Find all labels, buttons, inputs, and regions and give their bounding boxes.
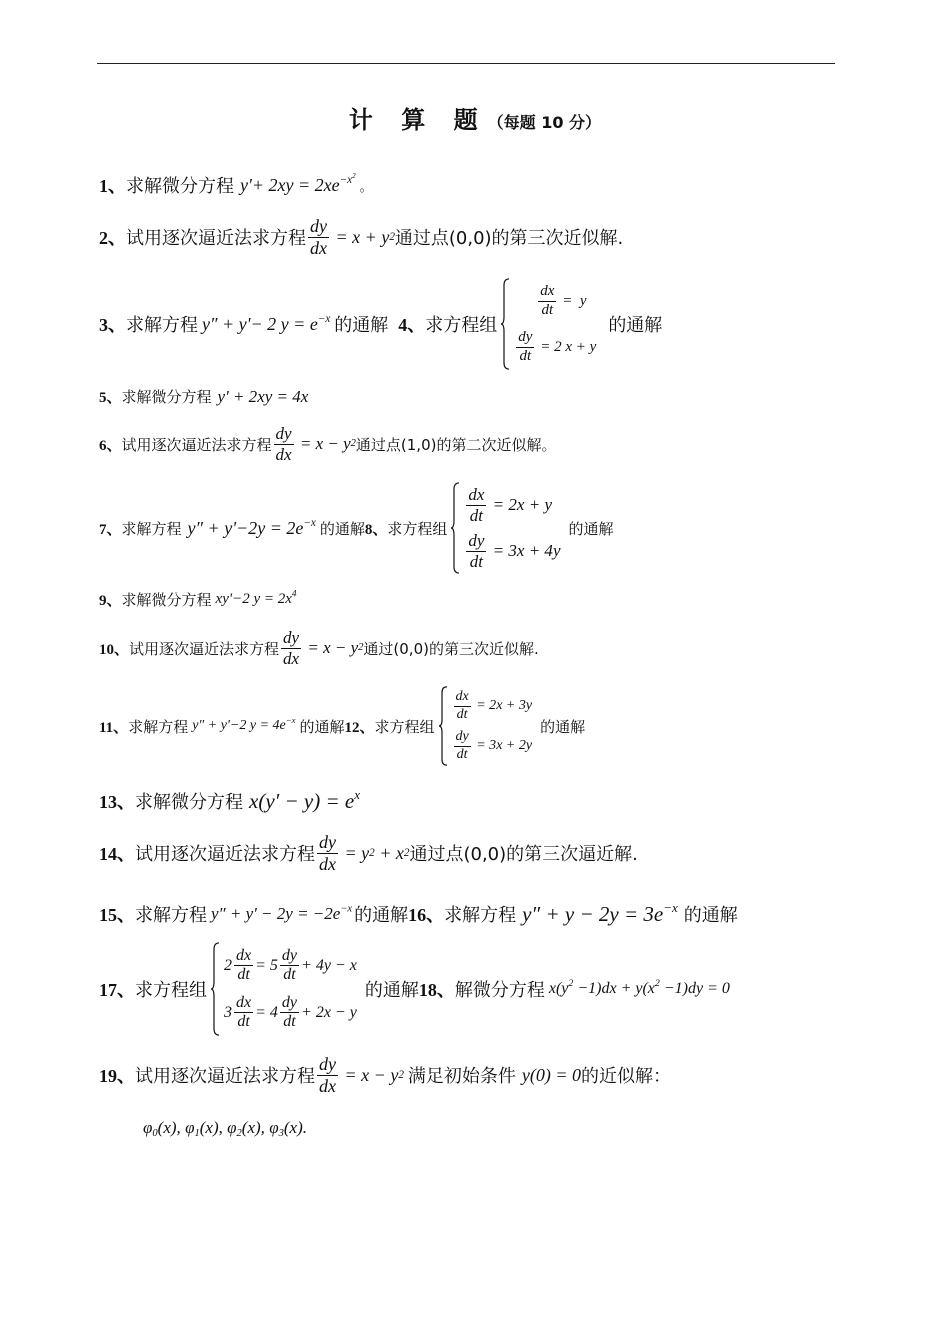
- problem-text: 解微分方程: [454, 980, 545, 1001]
- problem-7-8: [99, 482, 614, 574]
- problem-text: 求方程组: [374, 717, 435, 736]
- brace-icon: [501, 278, 510, 370]
- problem-number: 13、: [99, 792, 135, 812]
- problem-number: 4、: [398, 315, 426, 335]
- problem-19: [99, 1054, 671, 1096]
- problem-text: 试用逐次逼近法求方程: [129, 639, 280, 658]
- equation-system: $\frac{dx}{dt}$ = y $\frac{dy}{dt}$ = 2 x + y: [501, 278, 596, 370]
- problem-6: [99, 424, 556, 464]
- problem-suffix: 的通解: [299, 717, 345, 736]
- problem-suffix: 的通解: [354, 905, 409, 926]
- problem-equation: $y'' + y' - 2y = -2e^{-x}$: [211, 903, 353, 923]
- problem-equation: $y'' + y - 2y = 3e^{-x}$: [522, 899, 678, 926]
- problem-number: 11、: [99, 719, 129, 736]
- problem-number: 5、: [99, 390, 122, 406]
- problem-19-continuation: [143, 1118, 307, 1138]
- problem-11-12: [99, 686, 585, 766]
- problem-3-4: [99, 278, 662, 370]
- brace-icon: [451, 482, 460, 574]
- brace-icon: [211, 942, 220, 1036]
- title-subtitle: （每题 10 分）: [487, 113, 602, 132]
- problem-text: 求解微分方程: [121, 591, 212, 609]
- problem-number: 6、: [99, 437, 122, 454]
- problem-suffix: 通过点(1,0)的第二次近似解。: [355, 435, 557, 454]
- problem-equation: $\frac{dy}{dx}$ = x − y 2: [319, 1054, 404, 1096]
- problem-text: 求解方程: [135, 905, 207, 926]
- problem-suffix: 通过点(0,0)的第三次逼近解.: [409, 844, 638, 866]
- problem-suffix: 的通解: [334, 315, 389, 336]
- problem-text: 求解方程: [128, 717, 189, 736]
- problem-suffix: 的通解: [319, 519, 365, 538]
- problem-text: 求解微分方程: [126, 176, 234, 197]
- problem-number: 9、: [99, 593, 122, 609]
- header-rule: [97, 63, 835, 64]
- problem-suffix: 满足初始条件: [407, 1066, 516, 1088]
- problem-text: 求解方程: [126, 315, 198, 336]
- problem-text: 求方程组: [387, 519, 448, 538]
- problem-text: 试用逐次逼近法求方程: [121, 435, 272, 454]
- problem-text: 求解方程: [444, 905, 517, 926]
- equation-system: $\frac{dx}{dt}$ = 2 x + 3 y $\frac{dy}{dt}$ = 3 x + 2 y: [439, 686, 533, 766]
- problem-text: 求解方程: [121, 519, 182, 538]
- problem-number: 1、: [99, 176, 126, 196]
- problem-equation: $\frac{dy}{dx}$ = x + y 2: [310, 216, 395, 258]
- approximation-sequence: $\varphi_0(x)$, $\varphi_1(x)$, $\varphi_2(x)$, $\varphi_3(x)$.: [143, 1118, 307, 1140]
- problem-text: 求方程组: [135, 980, 207, 1001]
- problem-equation: $x(y' - y) = e^x$: [249, 786, 361, 813]
- initial-condition: y(0) = 0: [521, 1064, 582, 1085]
- problem-number: 17、: [99, 980, 135, 1000]
- problem-equation: y″ + y'−2 $y = 4e^{-x}$: [192, 714, 296, 733]
- problem-suffix: 的通解: [608, 315, 663, 336]
- problem-equation: $\frac{dy}{dx}$ = y 2 + x 2: [319, 832, 410, 874]
- problem-equation: $\frac{dy}{dx}$ = x − y 2: [283, 628, 364, 668]
- problem-text: 试用逐次逼近法求方程: [126, 228, 306, 250]
- problem-number: 12、: [344, 719, 375, 736]
- problem-text: 试用逐次逼近法求方程: [135, 1066, 315, 1088]
- problem-equation: $y'+ 2xy = 2xe^{-x^2}$: [240, 172, 356, 195]
- problem-suffix: 的通解: [568, 519, 614, 538]
- problem-suffix-2: 的近似解：: [581, 1066, 672, 1088]
- problem-10: [99, 628, 539, 668]
- problem-equation: $y'' + y'-2y = 2e^{-x}$: [187, 516, 316, 538]
- problem-suffix: 通过(0,0)的第三次近似解.: [363, 639, 539, 658]
- problem-suffix: 通过点(0,0)的第三次近似解.: [394, 228, 624, 250]
- problem-text: 求解微分方程: [135, 792, 243, 813]
- equation-system: 2 $\frac{dx}{dt}$ = 5 $\frac{dy}{dt}$ + 4 y − x 3 $\frac{dx}{dt}$ = 4 $\frac{dy}{dt}$ + 2 x − y: [211, 942, 357, 1036]
- problem-equation: xy'−2 $y = 2x^4$: [215, 589, 297, 607]
- problem-text: 求解微分方程: [121, 388, 212, 406]
- problem-suffix: 的通解: [683, 905, 738, 926]
- problem-17-18: [99, 942, 730, 1036]
- problem-number: 15、: [99, 905, 135, 925]
- problem-text: 试用逐次逼近法求方程: [135, 844, 315, 866]
- problem-equation: $\frac{dy}{dx}$ = x − y 2: [275, 424, 356, 464]
- problem-number: 7、: [99, 521, 122, 538]
- problem-9: [99, 589, 297, 610]
- problem-13: [99, 788, 360, 814]
- problem-equation: $x(y^2 -1)dx + y(x^2 -1)dy = 0$: [548, 978, 730, 997]
- problem-number: 18、: [418, 980, 455, 1000]
- problem-5: [99, 386, 308, 407]
- problem-number: 19、: [99, 1066, 135, 1087]
- problem-suffix: 的通解: [540, 717, 586, 736]
- problem-2: [99, 216, 623, 258]
- equation-system: $\frac{dx}{dt}$ = 2 x + y $\frac{dy}{dt}$ = 3 x + 4 y: [451, 482, 560, 574]
- problem-equation: y' + 2xy = 4x: [217, 386, 309, 406]
- problem-number: 14、: [99, 844, 135, 865]
- page-title: [0, 100, 950, 135]
- problem-number: 16、: [408, 905, 445, 925]
- problem-number: 10、: [99, 641, 130, 658]
- problem-1: [99, 172, 373, 198]
- problem-suffix: 的通解: [364, 980, 419, 1001]
- problem-equation: y″ + y'− 2 $y = e^{-x}$: [202, 312, 331, 334]
- title-main: 计 算 题: [348, 106, 488, 134]
- problem-15-16: [99, 901, 738, 927]
- brace-icon: [439, 686, 448, 766]
- problem-suffix: 。: [359, 179, 373, 195]
- problem-number: 8、: [364, 521, 388, 538]
- problem-14: [99, 832, 638, 874]
- problem-text: 求方程组: [425, 315, 498, 336]
- problem-number: 2、: [99, 228, 126, 249]
- problem-number: 3、: [99, 315, 126, 335]
